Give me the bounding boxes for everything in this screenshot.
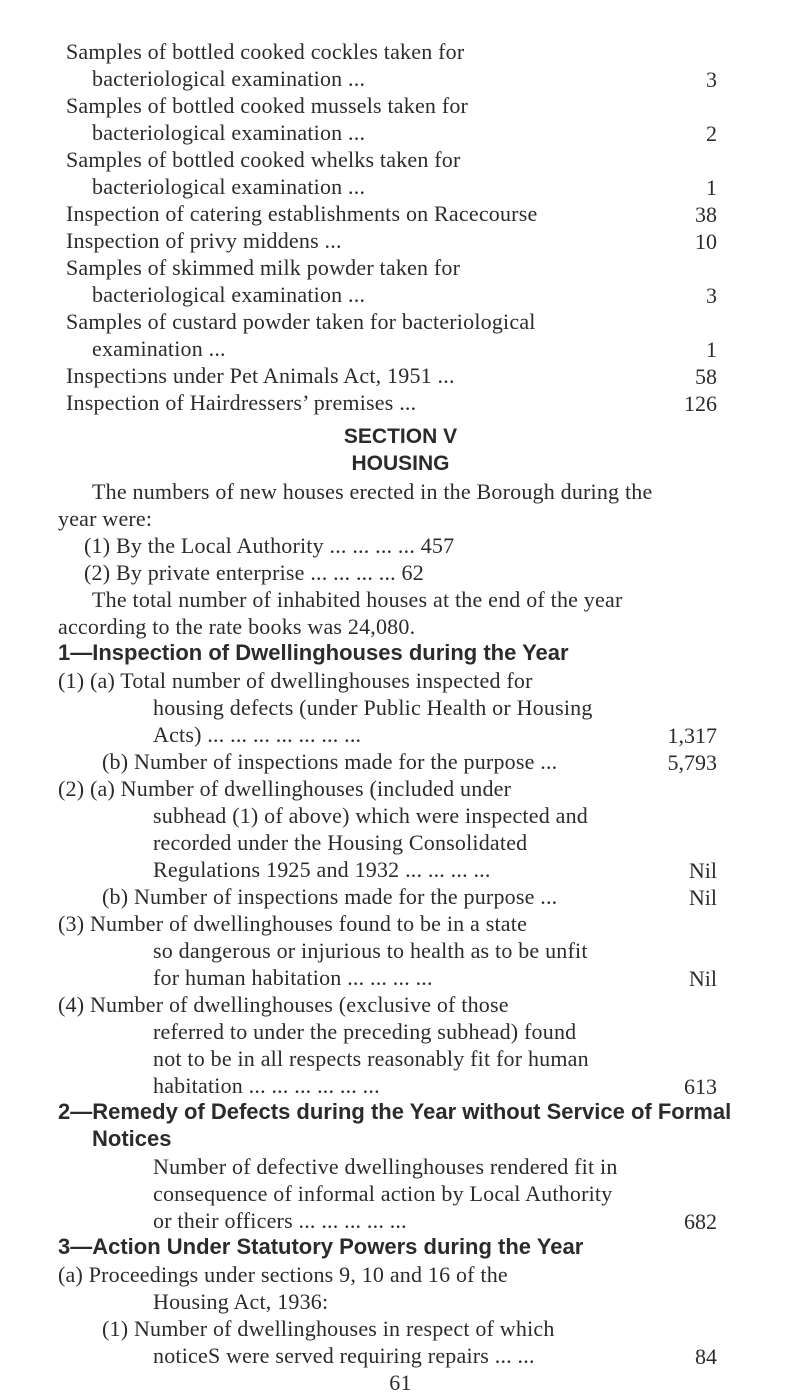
text-line: housing defects (under Public Health or Housing (153, 695, 593, 720)
value-racecourse: 38 (695, 202, 717, 227)
paragraph-line: according to the rate books was 24,080. (58, 614, 416, 639)
subsection-heading: 3—Action Under Statutory Powers during the Year (58, 1234, 584, 1259)
text-line: (3) Number of dwellinghouses found to be in a state (58, 911, 528, 936)
text-line: habitation ... ... ... ... ... ... (153, 1073, 380, 1098)
value-unfit: Nil (688, 966, 717, 991)
value-middens: 10 (695, 229, 717, 254)
value-informal: 682 (684, 1209, 717, 1234)
text-line: Inspectiↄns under Pet Animals Act, 1951 ... (66, 363, 455, 388)
text-line: Samples of bottled cooked cockles taken for (66, 39, 465, 64)
value-notfit: 613 (684, 1074, 717, 1099)
paragraph-line: The numbers of new houses erected in the Borough during the (92, 479, 653, 504)
text-line: examination ... (92, 336, 226, 361)
subsection-heading: Notices (92, 1126, 172, 1151)
text-line: Housing Act, 1936: (153, 1289, 329, 1314)
page-number: 61 (389, 1370, 412, 1395)
list-item: (2) By private enterprise ... ... ... ... 62 (84, 560, 424, 585)
value-milk: 3 (706, 283, 717, 308)
value-whelks: 1 (706, 175, 717, 200)
value-inspected: 1,317 (667, 723, 717, 748)
text-line: noticeS were served requiring repairs ... ... (153, 1343, 535, 1368)
text-line: recorded under the Housing Consolidated (153, 830, 528, 855)
text-line: bacteriological examination ... (92, 120, 366, 145)
value-hairdressers: 126 (684, 391, 717, 416)
paragraph-line: The total number of inhabited houses at the end of the year (92, 587, 623, 612)
text-line: so dangerous or injurious to health as to be unfit (153, 938, 588, 963)
text-line: Inspection of privy middens ... (66, 228, 342, 253)
section-heading: SECTION V (343, 425, 458, 448)
text-line: Samples of custard powder taken for bacteriological (66, 309, 536, 334)
value-notices: 84 (695, 1344, 717, 1369)
text-line: Samples of bottled cooked whelks taken for (66, 147, 461, 172)
text-line: Samples of bottled cooked mussels taken for (66, 93, 469, 118)
value-inspections-2: Nil (688, 885, 717, 910)
text-line: not to be in all respects reasonably fit for human (153, 1046, 589, 1071)
text-line: referred to under the preceding subhead) found (153, 1019, 577, 1044)
paragraph-line: year were: (58, 506, 153, 531)
text-line: (1) (a) Total number of dwellinghouses inspected for (58, 668, 533, 693)
text-line: (2) (a) Number of dwellinghouses (included under (58, 776, 512, 801)
text-line: (b) Number of inspections made for the purpose ... (102, 884, 558, 909)
text-line: Regulations 1925 and 1932 ... ... ... ... (153, 857, 491, 882)
text-line: bacteriological examination ... (92, 174, 366, 199)
text-line: bacteriological examination ... (92, 66, 366, 91)
list-item: (1) By the Local Authority ... ... ... ... 457 (84, 533, 455, 558)
subsection-heading: 1—Inspection of Dwellinghouses during the Year (58, 640, 569, 665)
text-line: (b) Number of inspections made for the purpose ... (102, 749, 558, 774)
text-line: (4) Number of dwellinghouses (exclusive of those (58, 992, 509, 1017)
text-line: consequence of informal action by Local Authority (153, 1181, 613, 1206)
text-line: Inspection of Hairdressers’ premises ... (66, 390, 417, 415)
text-line: subhead (1) of above) which were inspected and (153, 803, 588, 828)
value-custard: 1 (706, 337, 717, 362)
housing-heading: HOUSING (351, 452, 450, 475)
value-mussels: 2 (706, 121, 717, 146)
subsection-heading: 2—Remedy of Defects during the Year without Service of Formal (58, 1099, 732, 1124)
text-line: bacteriological examination ... (92, 282, 366, 307)
text-line: (1) Number of dwellinghouses in respect of which (102, 1316, 555, 1341)
text-line: Inspection of catering establishments on Racecourse (66, 201, 538, 226)
text-line: or their officers ... ... ... ... ... (153, 1208, 407, 1233)
value-inspections: 5,793 (667, 750, 717, 775)
text-line: Samples of skimmed milk powder taken for (66, 255, 461, 280)
value-consolidated: Nil (688, 858, 717, 883)
text-line: for human habitation ... ... ... ... (153, 965, 433, 990)
value-pets: 58 (695, 364, 717, 389)
text-line: Number of defective dwellinghouses rendered fit in (153, 1154, 618, 1179)
text-line: (a) Proceedings under sections 9, 10 and 16 of the (58, 1262, 508, 1287)
text-line: Acts) ... ... ... ... ... ... ... (153, 722, 362, 747)
value-cockles: 3 (706, 67, 717, 92)
